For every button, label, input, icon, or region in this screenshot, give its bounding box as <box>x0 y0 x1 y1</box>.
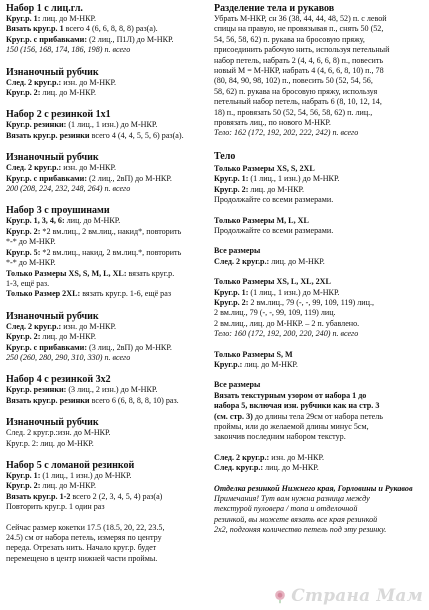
instruction-line <box>6 88 206 98</box>
instruction-label: Все размеры <box>214 246 261 256</box>
instruction-label: Круг.р. 2: <box>214 184 249 194</box>
instruction-label: Круг.р. резинки: <box>6 120 67 130</box>
instruction-line <box>6 471 206 481</box>
instruction-line <box>214 422 424 432</box>
instruction-text: лиц. до М-НКР. <box>40 14 96 23</box>
instruction-line <box>6 396 206 406</box>
section-heading: Набор 3 с проушинами <box>6 205 110 217</box>
instruction-line <box>6 492 206 502</box>
division-text <box>214 14 424 128</box>
instruction-text: 200 (208, 224, 232, 248, 264) п. всего <box>6 184 131 194</box>
instruction-text: *-* до М-НКР. <box>6 258 56 268</box>
instruction-block <box>214 380 424 442</box>
instruction-text: вязать круг.р. <box>126 268 175 278</box>
instruction-label: (см. стр. 3) <box>214 411 253 421</box>
instruction-block <box>214 277 424 339</box>
instruction-text: лиц. до М-НКР. <box>40 88 96 98</box>
instruction-line <box>214 350 424 360</box>
instruction-label: Круг.р. 1: <box>214 174 249 184</box>
instruction-text: 1-3, ещё раз. <box>6 278 50 288</box>
instruction-text: (3 лиц., 2вП) до М-НКР. <box>87 342 172 352</box>
instruction-text: (1 лиц., 1 изн.) до М-НКР. <box>40 470 132 480</box>
instruction-line <box>214 463 424 473</box>
instruction-line <box>6 322 206 332</box>
instruction-label: Все размеры <box>214 380 261 390</box>
instruction-block <box>214 453 424 474</box>
instruction-line <box>214 308 424 318</box>
instruction-text: *2 вм.лиц., 2 вм.лиц., накид*, повторить <box>40 226 182 236</box>
instruction-label: Только Размеры XS, L, XL, 2XL <box>214 277 331 287</box>
section-heading: Изнаночный рубчик <box>6 66 99 78</box>
instruction-label: Круг.р. 2: <box>214 297 249 307</box>
instruction-text: (1 лиц., 1 изн.) до М-НКР. <box>248 287 340 297</box>
instruction-label: Только Размеры S, M <box>214 349 293 359</box>
rose-icon <box>272 588 288 604</box>
instruction-label: Вязать текстурным узором от набора 1 до <box>214 390 367 400</box>
instruction-line <box>6 35 206 45</box>
instruction-label: Круг.р. 2: <box>6 226 41 236</box>
instruction-line <box>6 14 206 24</box>
instruction-text: Повторить круг.р. 1 один раз <box>6 502 105 512</box>
section-heading: Изнаночный рубчик <box>6 417 99 429</box>
instruction-label: Круг.р. 1: <box>6 14 41 23</box>
division-line: провязать лиц., по нового М-НКР. <box>214 118 331 128</box>
instruction-text: Продолжайте со всеми размерами. <box>214 225 334 235</box>
instruction-label: След. 2 круг.р.: <box>214 452 270 462</box>
instruction-line <box>6 174 206 184</box>
division-line: 58, 62) п. рукава на бросовую пряжу, используя <box>214 86 378 96</box>
section-heading: Набор 1 с лиц.гл. <box>6 3 83 14</box>
instruction-label: След. круг.р.: <box>214 463 264 473</box>
instruction-text: лиц. до М-НКР. <box>263 463 319 473</box>
instruction-line <box>6 24 206 34</box>
instruction-line <box>214 277 424 287</box>
section-heading: Набор 5 с ломаной резинкой <box>6 459 135 471</box>
instruction-line <box>6 237 206 247</box>
instruction-line <box>214 329 424 339</box>
body-instructions <box>214 164 424 474</box>
instruction-text: 2 вм.лиц., 79 (-, -, 99, 109, 119) лиц., <box>248 297 375 307</box>
instruction-line <box>214 246 424 256</box>
section-heading: Разделение тела и рукавов <box>214 3 335 14</box>
instruction-line <box>6 248 206 258</box>
instruction-label: Вязать круг.р. 1 <box>6 24 64 34</box>
instruction-line <box>214 164 424 174</box>
instruction-text: лиц. до М-НКР. <box>269 256 325 266</box>
instruction-text: *-* до М-НКР. <box>6 237 56 247</box>
instruction-line <box>214 298 424 308</box>
instruction-label: Круг.р. 2: <box>6 332 41 342</box>
instruction-line <box>214 195 424 205</box>
instruction-block <box>214 350 424 371</box>
instruction-text: 150 (156, 168, 174, 186, 198) п. всего <box>6 45 131 55</box>
instruction-label: Вязать круг.р. резинки <box>6 395 90 405</box>
instruction-label: След. 2 круг.р.: <box>6 163 62 173</box>
instruction-text: изн. до М-НКР. <box>61 321 116 331</box>
instruction-label: Круг.р. 2: <box>6 481 41 491</box>
instruction-line <box>214 216 424 226</box>
closing-line: перемещено в центр нижней части проймы. <box>6 553 158 563</box>
instruction-text: (2 лиц., 2вП) до М-НКР. <box>87 173 172 183</box>
instruction-line <box>6 163 206 173</box>
instruction-line <box>214 412 424 422</box>
instruction-text: (3 лиц., 2 изн.) до М-НКР. <box>66 385 158 395</box>
instruction-text: лиц. до М-НКР. <box>40 332 96 342</box>
note-text <box>214 494 424 536</box>
instruction-text: всего 4 (4, 4, 5, 5, 6) раз(а). <box>89 130 184 140</box>
section-heading: Тело <box>214 150 236 162</box>
instruction-text: Продолжайте со всеми размерами. <box>214 195 334 205</box>
instruction-text: 2 вм.лиц., лиц. до М-НКР. – 2 п. убавлено. <box>214 318 360 328</box>
division-line: набор петель, набрать 2 (4, 4, 6, 6, 8) п., повесить <box>214 55 384 65</box>
instruction-label: Круг.р. 1, 3, 4, 6: <box>6 216 65 226</box>
instruction-line <box>6 45 206 55</box>
instruction-line <box>6 353 206 363</box>
instruction-text: лиц. до М-НКР. <box>242 359 298 369</box>
instruction-text: до длины тела 29см от набора петель <box>252 411 383 421</box>
instruction-text: След. 2 круг.р.:изн. до М-НКР. <box>6 428 111 438</box>
instruction-line <box>6 131 206 141</box>
division-line: спицы на правую, не провязывая п., снять 50 (52, <box>214 24 384 34</box>
instruction-line <box>214 380 424 390</box>
instruction-line <box>6 269 206 279</box>
instruction-label: Круг.р. с прибавками: <box>6 34 88 44</box>
instruction-text: всего 6 (6, 8, 8, 8, 10) раз. <box>89 395 179 405</box>
instruction-label: Только Размеры XS, S, M, L, XL: <box>6 268 127 278</box>
instruction-label: набора 5, включая изн. рубчики как на стр. 3 <box>214 401 380 411</box>
instruction-line <box>214 360 424 370</box>
instruction-line <box>6 227 206 237</box>
closing-line: Сейчас размер кокетки 17.5 (18.5, 20, 22, 23.5, <box>6 522 165 532</box>
division-line: новый М = М-НКР, набрать 4 (4, 6, 6, 8, 10) п., 78 <box>214 66 384 76</box>
instruction-line <box>214 319 424 329</box>
total-line: Тело: 162 (172, 192, 202, 222, 242) п. всего <box>214 128 359 138</box>
instruction-label: След. 2 круг.р.: <box>214 256 270 266</box>
instruction-label: Только Размер 2XL: <box>6 289 81 299</box>
instruction-line <box>214 288 424 298</box>
instruction-text: всего 4 (6, 6, 8, 8, 8) раз(а). <box>63 24 158 34</box>
closing-line: переда. Отрезать нить. Начало круг.р. будет <box>6 543 157 553</box>
instruction-line <box>6 279 206 289</box>
instruction-text: лиц. до М-НКР. <box>64 216 121 226</box>
division-line: присоединить рабочую нить, используя петельный <box>214 45 390 55</box>
instruction-label: Только Размеры XS, S, 2XL <box>214 163 315 173</box>
section-heading: Набор 2 с резинкой 1х1 <box>6 109 111 121</box>
section-heading: Отделка резинкой Нижнего края, Горловины и Рукавов <box>214 483 413 493</box>
division-line: петельный набор петель, набрать 6 (8, 10, 12, 14, <box>214 97 382 107</box>
instruction-label: Круг.р. с прибавками: <box>6 342 88 352</box>
division-line: (80, 84, 90, 98, 102) п., повесить 50 (52, 54, 56, <box>214 76 373 86</box>
instruction-text: (2 лиц., П1Л) до М-НКР. <box>87 34 174 44</box>
instruction-label: Круг.р. 1: <box>214 287 249 297</box>
instruction-text: изн. до М-НКР. <box>61 77 116 87</box>
instruction-line <box>6 481 206 491</box>
note-line: резинкой, вы можете вязать все края резинкой <box>214 514 378 524</box>
instruction-label: Круг.р. 5: <box>6 247 41 257</box>
instruction-line <box>6 385 206 395</box>
instruction-text: Круг.р. 2: лиц. до М-НКР. <box>6 438 94 448</box>
instruction-text: 2 вм.лиц., 79 (-, -, 99, 109, 119) лиц. <box>214 308 336 318</box>
division-line: Убрать М-НКР, сн 36 (38, 44, 44, 48, 52) п. с левой <box>214 14 387 23</box>
instruction-line <box>6 258 206 268</box>
section-heading: Изнаночный рубчик <box>6 310 99 322</box>
instruction-text: изн. до М-НКР. <box>61 163 116 173</box>
closing-line: 24.5) см от набора петель, измеряя по центру <box>6 533 162 542</box>
instruction-line <box>214 391 424 401</box>
instruction-block <box>214 164 424 206</box>
instruction-label: Круг.р. 1: <box>6 470 41 480</box>
instruction-text: лиц. до М-НКР. <box>248 184 304 194</box>
instruction-text: (1 лиц., 1 изн.) до М-НКР. <box>66 120 158 130</box>
instruction-label: Вязать круг.р. резинки <box>6 130 90 140</box>
instruction-text: (1 лиц., 1 изн.) до М-НКР. <box>248 174 340 184</box>
instruction-line <box>214 226 424 236</box>
instruction-line <box>6 332 206 342</box>
section-heading: Набор 4 с резинкой 3х2 <box>6 374 111 386</box>
instruction-text: проймы, или до желаемой длины минус 5см, <box>214 422 369 431</box>
instruction-text: Тело: 160 (172, 192, 200, 220, 240) п. всего <box>214 329 359 339</box>
left-column <box>6 0 206 564</box>
instruction-line <box>214 432 424 442</box>
instruction-line <box>214 185 424 195</box>
instruction-text: закончив последним набором текстур. <box>214 432 346 442</box>
instruction-line <box>6 184 206 194</box>
instruction-line <box>6 439 206 449</box>
instruction-line <box>214 174 424 184</box>
division-line: 54, 56, 58, 62) п. рукава на бросовую пряжу, <box>214 34 365 44</box>
instruction-text: всего 2 (2, 3, 4, 5, 4) раз(а) <box>70 491 163 501</box>
instruction-label: Круг.р. с прибавками: <box>6 173 88 183</box>
instruction-line <box>6 78 206 88</box>
instruction-text: вязать круг.р. 1-6, ещё раз <box>80 289 172 299</box>
watermark-logo: Страна Мам <box>272 588 423 604</box>
instruction-label: Только Размеры M, L, XL <box>214 215 309 225</box>
instruction-text: лиц. до М-НКР. <box>40 481 96 491</box>
instruction-block <box>214 216 424 237</box>
instruction-line <box>6 502 206 512</box>
instruction-text: *2 вм.лиц., накид, 2 вм.лиц.*, повторить <box>40 247 182 257</box>
instruction-label: След. 2 круг.р.: <box>6 77 62 87</box>
instruction-line <box>214 257 424 267</box>
instruction-line <box>214 453 424 463</box>
division-line: 18) п., провязать 50 (52, 54, 56, 58, 62) п. лиц., <box>214 107 373 117</box>
instruction-line <box>6 343 206 353</box>
instruction-line <box>214 401 424 411</box>
section-heading: Изнаночный рубчик <box>6 152 99 164</box>
instruction-line <box>6 428 206 438</box>
instruction-label: След. 2 круг.р.: <box>6 321 62 331</box>
note-line: 2х2, подгоняя количество петель под эту резинку. <box>214 525 387 535</box>
instruction-label: Круг.р. резинки: <box>6 385 67 395</box>
instruction-text: 250 (260, 280, 290, 310, 330) п. всего <box>6 352 131 362</box>
instruction-line <box>6 289 206 299</box>
instruction-label: Круг.р.: <box>214 359 243 369</box>
note-line: Примечания! Тут вам нужна разница между <box>214 494 370 504</box>
instruction-line <box>6 120 206 130</box>
note-line: текстурой пуловера / топа и отделочной <box>214 504 358 514</box>
instruction-line <box>6 216 206 226</box>
instruction-label: Круг.р. 2: <box>6 88 41 98</box>
instruction-block <box>214 246 424 267</box>
right-column <box>214 0 424 536</box>
instruction-text: изн. до М-НКР. <box>269 452 324 462</box>
instruction-label: Вязать круг.р. 1-2 <box>6 491 71 501</box>
